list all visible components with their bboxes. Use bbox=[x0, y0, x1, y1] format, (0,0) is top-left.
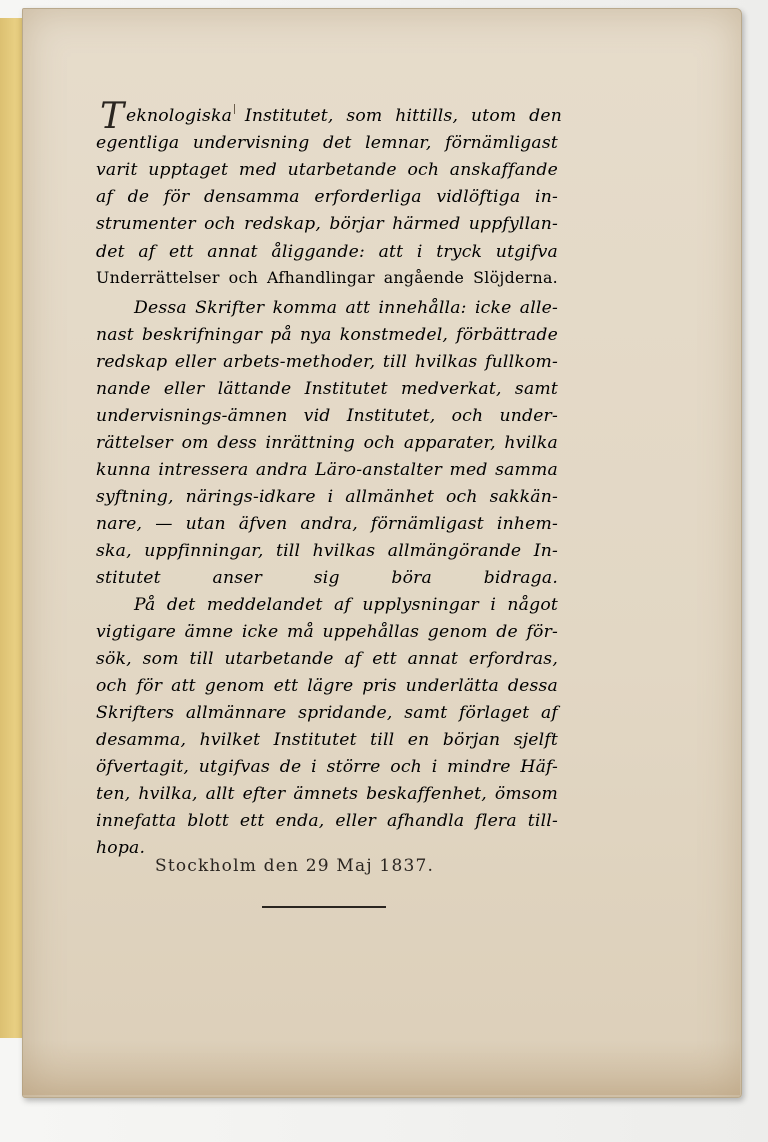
text-line: eknologiska Institutet, som hittills, utom den bbox=[126, 106, 562, 126]
text-line: Skrifters allmännare spridande, samt förlaget af bbox=[96, 703, 558, 723]
text-line: syftning, närings-idkare i allmänhet och sakkän- bbox=[96, 487, 558, 507]
text-line: desamma, hvilket Institutet till en början sjelft bbox=[96, 730, 558, 750]
text-line: rättelser om dess inrättning och apparater, hvilka bbox=[96, 433, 558, 453]
text-line: ten, hvilka, allt efter ämnets beskaffenhet, ömsom bbox=[96, 784, 558, 804]
text-line: innefatta blott ett enda, eller afhandla flera till- bbox=[96, 811, 558, 831]
dateline: Stockholm den 29 Maj 1837. bbox=[155, 856, 435, 876]
text-line: ska, uppfinningar, till hvilkas allmängörande In- bbox=[96, 541, 558, 561]
text-line: kunna intressera andra Läro-anstalter med samma bbox=[96, 460, 558, 480]
text-line: nande eller lättande Institutet medverkat, samt bbox=[96, 379, 558, 399]
closing-rule bbox=[262, 906, 386, 908]
text-line: hopa. bbox=[96, 838, 146, 858]
text-line: och för att genom ett lägre pris underlätta dessa bbox=[96, 676, 558, 696]
text-line: nare, — utan äfven andra, förnämligast inhem- bbox=[96, 514, 558, 534]
text-line: Dessa Skrifter komma att innehålla: icke alle- bbox=[134, 298, 558, 318]
text-line: af de för densamma erforderliga vidlöftiga in- bbox=[96, 187, 558, 207]
text-line: vigtigare ämne icke må uppehållas genom de för- bbox=[96, 622, 558, 642]
text-line: strumenter och redskap, börjar härmed uppfyllan- bbox=[96, 214, 558, 234]
text-line: stitutet anser sig böra bidraga. bbox=[96, 568, 558, 588]
text-line: undervisnings-ämnen vid Institutet, och under- bbox=[96, 406, 558, 426]
text-line: Underrättelser och Afhandlingar angående Slöjderna. bbox=[96, 268, 558, 287]
text-line: På det meddelandet af upplysningar i något bbox=[134, 595, 558, 615]
text-line: nast beskrifningar på nya konstmedel, förbättrade bbox=[96, 325, 558, 345]
text-line: det af ett annat åliggande: att i tryck utgifva bbox=[96, 242, 558, 262]
text-line: varit upptaget med utarbetande och anskaffande bbox=[96, 160, 558, 180]
text-line: egentliga undervisning det lemnar, förnämligast bbox=[96, 133, 558, 153]
text-line: öfvertagit, utgifvas de i större och i mindre Häf- bbox=[96, 757, 558, 777]
text-line: redskap eller arbets-methoder, till hvilkas fullkom- bbox=[96, 352, 558, 372]
drop-cap: T bbox=[100, 96, 125, 137]
text-line: sök, som till utarbetande af ett annat erfordras, bbox=[96, 649, 558, 669]
